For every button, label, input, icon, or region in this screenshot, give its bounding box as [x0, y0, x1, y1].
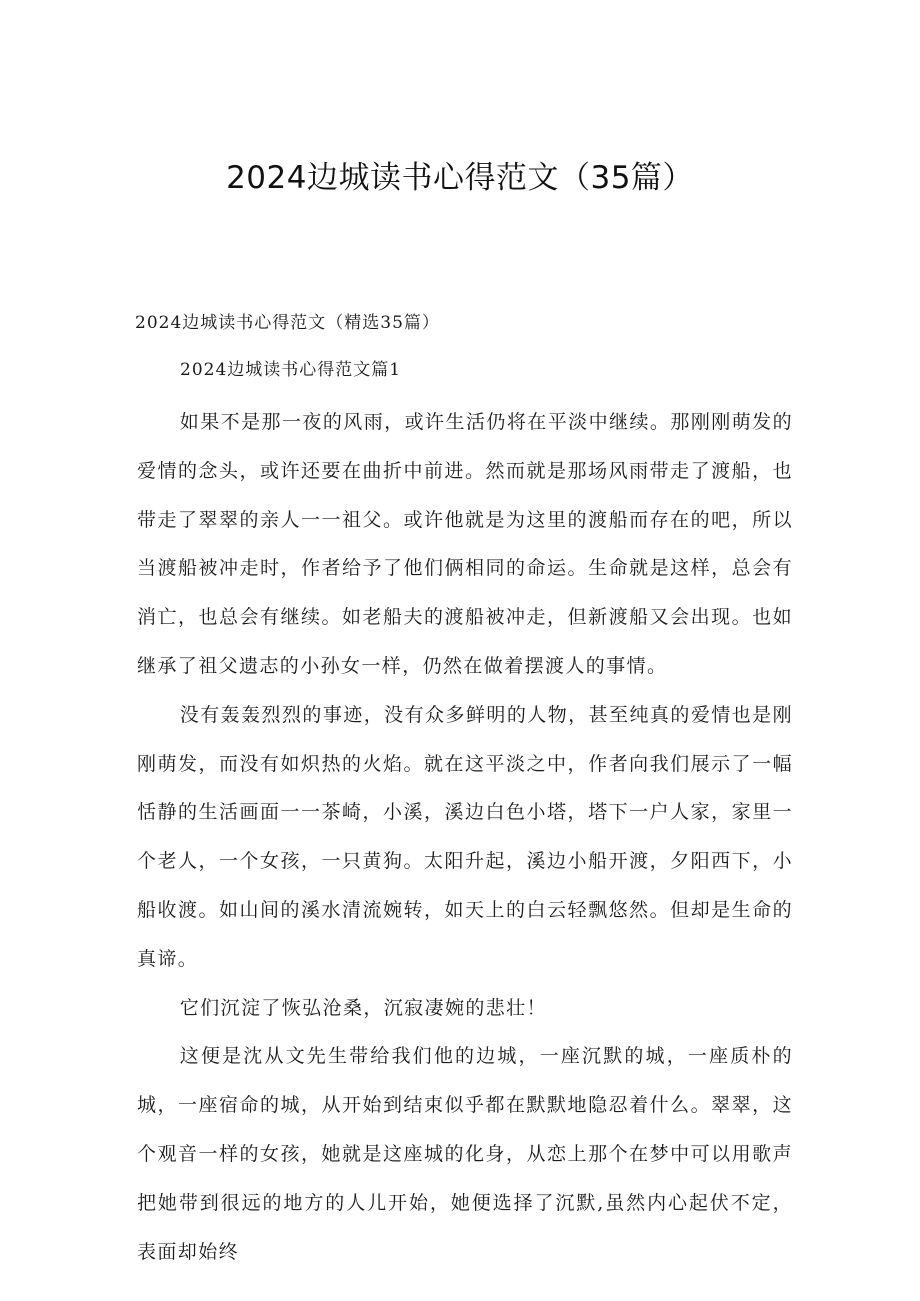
- paragraph: 没有轰轰烈烈的事迹，没有众多鲜明的人物，甚至纯真的爱情也是刚刚萌发，而没有如炽热的火焰。就在这平淡之中，作者向我们展示了一幅恬静的生活画面一一茶崎，小溪，溪边白色小塔，塔下一户人家，家里一个老人，一个女孩，一只黄狗。太阳升起，溪边小船开渡，夕阳西下，小船收渡。如山间的溪水清流婉转，如天上的白云轻飘悠然。但却是生命的真谛。: [137, 703, 793, 970]
- document-title: 2024边城读书心得范文（35篇）: [226, 160, 694, 196]
- document-subtitle: 2024边城读书心得范文（精选35篇）: [135, 313, 440, 333]
- section-heading: 2024边城读书心得范文篇1: [180, 360, 402, 380]
- paragraph: 它们沉淀了恢弘沧桑，沉寂凄婉的悲壮！: [179, 996, 547, 1019]
- body-text: [137, 398, 793, 1276]
- paragraph: 这便是沈从文先生带给我们他的边城，一座沉默的城，一座质朴的城，一座宿命的城，从开始到结束似乎都在默默地隐忍着什么。翠翠，这个观音一样的女孩，她就是这座城的化身，从恋上那个在梦中可以用歌声把她带到很远的地方的人儿开始，她便选择了沉默,虽然内心起伏不定，表面却始终: [137, 1045, 793, 1263]
- paragraph: 如果不是那一夜的风雨，或许生活仍将在平淡中继续。那刚刚萌发的爱情的念头，或许还要在曲折中前进。然而就是那场风雨带走了渡船，也带走了翠翠的亲人一一祖父。或许他就是为这里的渡船而存在的吧，所以当渡船被冲走时，作者给予了他们俩相同的命运。生命就是这样，总会有消亡，也总会有继续。如老船夫的渡船被冲走，但新渡船又会出现。也如继承了祖父遗志的小孙女一样，仍然在做着摆渡人的事情。: [137, 411, 793, 677]
